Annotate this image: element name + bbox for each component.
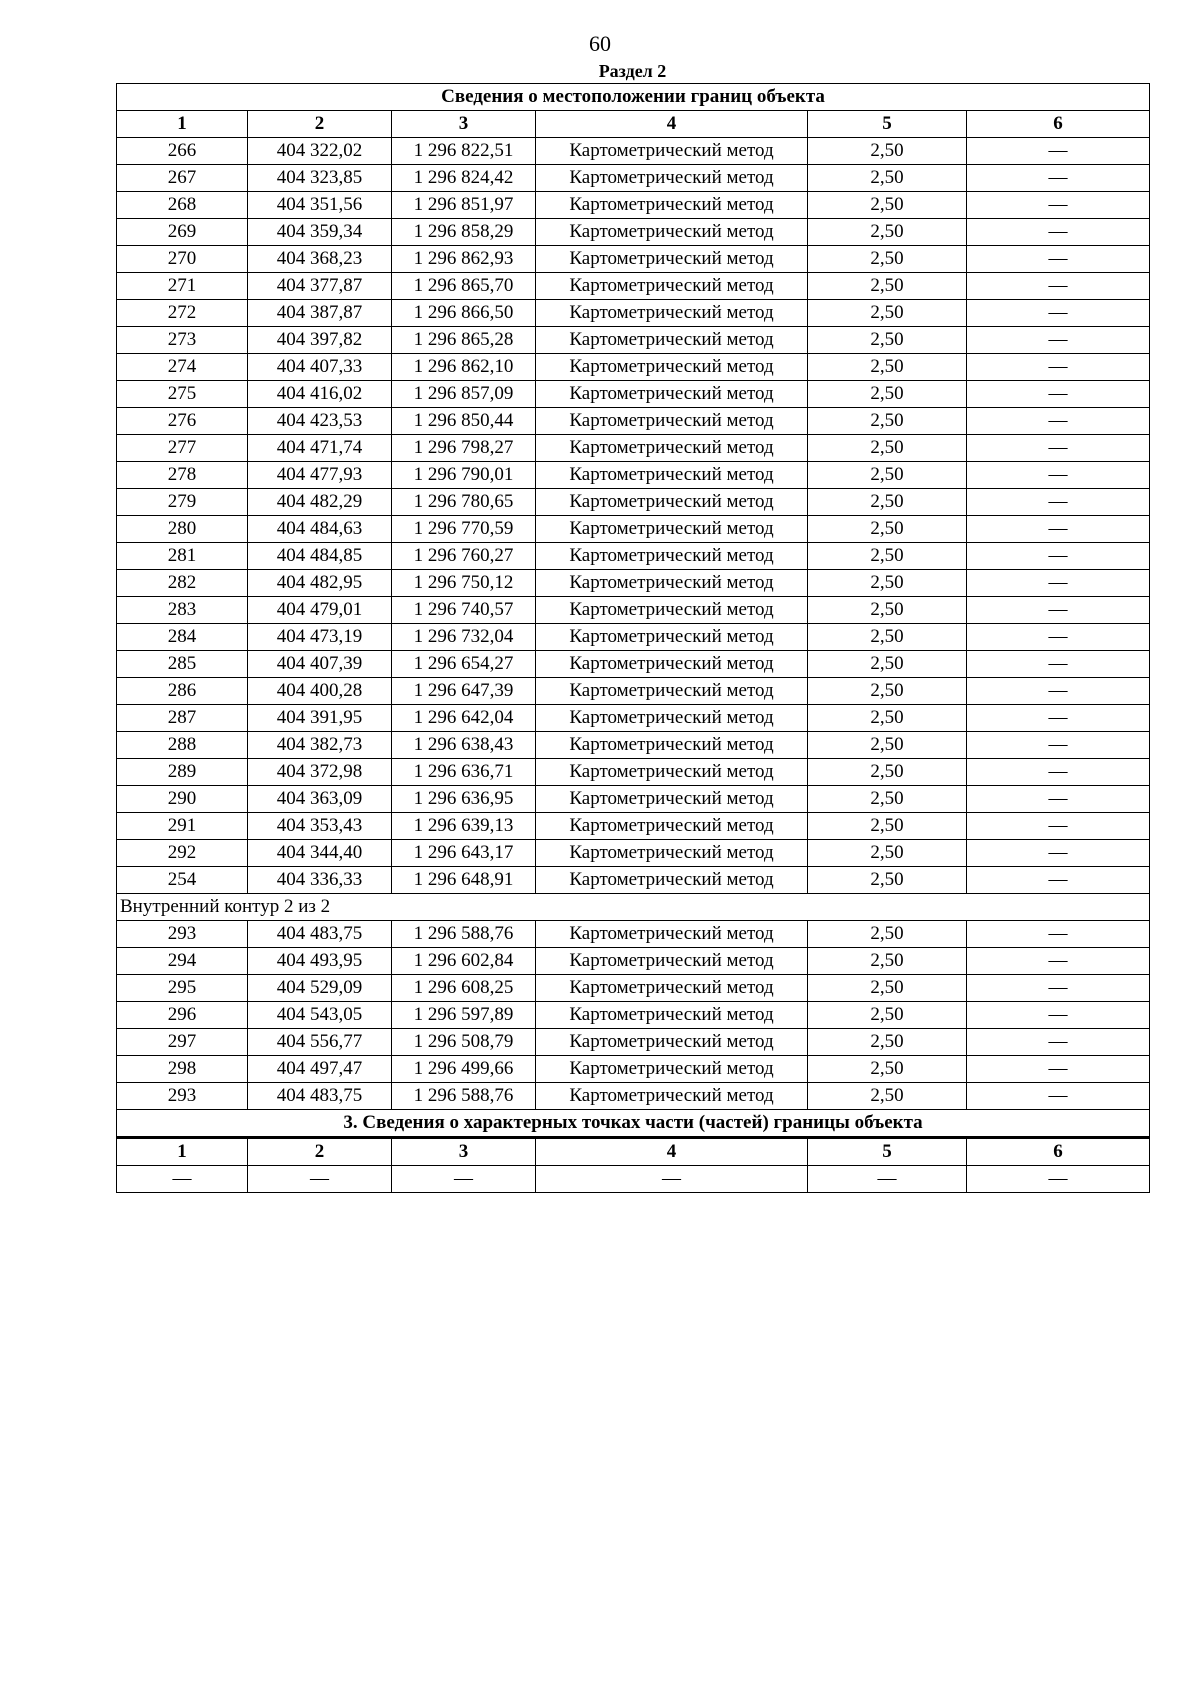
table-cell: 1 296 760,27 <box>392 543 536 570</box>
table-cell: 273 <box>117 327 248 354</box>
table-cell: — <box>392 1166 536 1193</box>
table-cell: 404 368,23 <box>248 246 392 273</box>
table-cell: 269 <box>117 219 248 246</box>
table-cell: Картометрический метод <box>536 516 808 543</box>
table-cell: 274 <box>117 354 248 381</box>
table-cell: — <box>967 597 1150 624</box>
table-row <box>117 354 1150 381</box>
column-header: 5 <box>808 1138 967 1166</box>
table-cell: — <box>967 219 1150 246</box>
table-cell: 404 400,28 <box>248 678 392 705</box>
table-cell: 1 296 770,59 <box>392 516 536 543</box>
table-cell: 2,50 <box>808 354 967 381</box>
table-row <box>117 1166 1150 1193</box>
table-cell: 2,50 <box>808 786 967 813</box>
table-cell: — <box>967 1029 1150 1056</box>
table-cell: 281 <box>117 543 248 570</box>
table-cell: 404 351,56 <box>248 192 392 219</box>
table-cell: Картометрический метод <box>536 1002 808 1029</box>
table-cell: Картометрический метод <box>536 1056 808 1083</box>
table-cell: Картометрический метод <box>536 732 808 759</box>
table-cell: 2,50 <box>808 597 967 624</box>
table-cell: 404 479,01 <box>248 597 392 624</box>
table-cell: 270 <box>117 246 248 273</box>
table-cell: 289 <box>117 759 248 786</box>
table-row <box>117 570 1150 597</box>
table-cell: 1 296 862,10 <box>392 354 536 381</box>
table-cell: — <box>967 1002 1150 1029</box>
table-row <box>117 1002 1150 1029</box>
table-cell: 404 471,74 <box>248 435 392 462</box>
table-cell: 1 296 647,39 <box>392 678 536 705</box>
table-cell: Картометрический метод <box>536 624 808 651</box>
table-cell: 296 <box>117 1002 248 1029</box>
table-cell: 404 482,29 <box>248 489 392 516</box>
table-cell: — <box>967 705 1150 732</box>
table-cell: — <box>967 165 1150 192</box>
table-cell: 1 296 642,04 <box>392 705 536 732</box>
table-cell: Картометрический метод <box>536 705 808 732</box>
table-row <box>117 732 1150 759</box>
table-cell: 404 387,87 <box>248 300 392 327</box>
table-cell: 254 <box>117 867 248 894</box>
table-cell: — <box>808 1166 967 1193</box>
table-cell: — <box>967 543 1150 570</box>
table-row <box>117 786 1150 813</box>
table-cell: 404 407,39 <box>248 651 392 678</box>
section-title: Раздел 2 <box>598 61 667 81</box>
table-cell: 1 296 824,42 <box>392 165 536 192</box>
table-cell: 2,50 <box>808 1029 967 1056</box>
table-row <box>117 651 1150 678</box>
table-cell: Картометрический метод <box>536 246 808 273</box>
table-cell: — <box>967 813 1150 840</box>
table-cell: 295 <box>117 975 248 1002</box>
table-cell: — <box>967 516 1150 543</box>
table-cell: 2,50 <box>808 1002 967 1029</box>
table-cell: 404 484,85 <box>248 543 392 570</box>
table-cell: — <box>967 381 1150 408</box>
table-header-row <box>117 111 1150 138</box>
table-cell: — <box>967 192 1150 219</box>
table-cell: Картометрический метод <box>536 597 808 624</box>
table-cell: Картометрический метод <box>536 651 808 678</box>
section3-title: 3. Сведения о характерных точках части (частей) границы объекта <box>117 1110 1150 1138</box>
table-cell: 271 <box>117 273 248 300</box>
table-cell: — <box>967 489 1150 516</box>
column-header: 6 <box>967 1138 1150 1166</box>
table-cell: — <box>967 948 1150 975</box>
table-cell: 404 484,63 <box>248 516 392 543</box>
column-header: 2 <box>248 111 392 138</box>
table-cell: 404 363,09 <box>248 786 392 813</box>
table-row <box>117 705 1150 732</box>
table-cell: 1 296 865,70 <box>392 273 536 300</box>
boundary-table-body <box>117 84 1150 1193</box>
table-cell: 2,50 <box>808 516 967 543</box>
contour-row <box>117 894 1150 921</box>
table-cell: 404 322,02 <box>248 138 392 165</box>
table-cell: 2,50 <box>808 462 967 489</box>
table-cell: Картометрический метод <box>536 138 808 165</box>
table-row <box>117 381 1150 408</box>
table-cell: 278 <box>117 462 248 489</box>
table-cell: — <box>967 1083 1150 1110</box>
table-cell: 1 296 588,76 <box>392 921 536 948</box>
table-cell: — <box>967 624 1150 651</box>
table-cell: 2,50 <box>808 165 967 192</box>
table-cell: — <box>967 1166 1150 1193</box>
table-cell: 2,50 <box>808 867 967 894</box>
table-cell: — <box>967 327 1150 354</box>
table-cell: 2,50 <box>808 948 967 975</box>
table-cell: Картометрический метод <box>536 381 808 408</box>
table-cell: 404 423,53 <box>248 408 392 435</box>
table-row <box>117 867 1150 894</box>
table-cell: Картометрический метод <box>536 489 808 516</box>
table-cell: 1 296 508,79 <box>392 1029 536 1056</box>
table-cell: — <box>967 462 1150 489</box>
table-cell: 404 473,19 <box>248 624 392 651</box>
table-cell: 285 <box>117 651 248 678</box>
table-cell: 1 296 750,12 <box>392 570 536 597</box>
table-cell: 292 <box>117 840 248 867</box>
table-cell: 2,50 <box>808 624 967 651</box>
table-cell: 2,50 <box>808 381 967 408</box>
table-cell: 404 397,82 <box>248 327 392 354</box>
table-cell: 275 <box>117 381 248 408</box>
table-cell: Картометрический метод <box>536 435 808 462</box>
table-cell: Картометрический метод <box>536 813 808 840</box>
table-row <box>117 597 1150 624</box>
table-row <box>117 1083 1150 1110</box>
table-row <box>117 300 1150 327</box>
table-cell: 404 344,40 <box>248 840 392 867</box>
table-cell: 1 296 790,01 <box>392 462 536 489</box>
table-cell: 404 382,73 <box>248 732 392 759</box>
table-cell: 2,50 <box>808 219 967 246</box>
table-cell: 276 <box>117 408 248 435</box>
table-cell: — <box>248 1166 392 1193</box>
table-row <box>117 1056 1150 1083</box>
table-cell: 1 296 866,50 <box>392 300 536 327</box>
table-cell: 404 556,77 <box>248 1029 392 1056</box>
table-cell: Картометрический метод <box>536 219 808 246</box>
table-cell: 1 296 588,76 <box>392 1083 536 1110</box>
contour-label: Внутренний контур 2 из 2 <box>117 894 1150 921</box>
table-cell: Картометрический метод <box>536 273 808 300</box>
table-cell: — <box>967 408 1150 435</box>
table-cell: 2,50 <box>808 138 967 165</box>
table-cell: Картометрический метод <box>536 408 808 435</box>
table-cell: — <box>967 732 1150 759</box>
table-cell: 267 <box>117 165 248 192</box>
table-cell: Картометрический метод <box>536 921 808 948</box>
table-cell: 1 296 740,57 <box>392 597 536 624</box>
table-row <box>117 462 1150 489</box>
column-header: 1 <box>117 111 248 138</box>
table-cell: 283 <box>117 597 248 624</box>
table-cell: Картометрический метод <box>536 786 808 813</box>
table-cell: — <box>117 1166 248 1193</box>
table-cell: 1 296 865,28 <box>392 327 536 354</box>
table-cell: 404 529,09 <box>248 975 392 1002</box>
table-row <box>117 840 1150 867</box>
table-cell: — <box>967 570 1150 597</box>
table-row <box>117 489 1150 516</box>
table-row <box>117 408 1150 435</box>
table-cell: 298 <box>117 1056 248 1083</box>
column-header: 6 <box>967 111 1150 138</box>
table-cell: 404 372,98 <box>248 759 392 786</box>
table-row <box>117 921 1150 948</box>
boundary-table <box>116 83 1150 1193</box>
table-cell: Картометрический метод <box>536 570 808 597</box>
table-cell: 404 482,95 <box>248 570 392 597</box>
table-cell: Картометрический метод <box>536 948 808 975</box>
table-cell: 404 359,34 <box>248 219 392 246</box>
table-cell: 1 296 597,89 <box>392 1002 536 1029</box>
table-cell: Картометрический метод <box>536 462 808 489</box>
table-cell: 288 <box>117 732 248 759</box>
table-cell: 404 377,87 <box>248 273 392 300</box>
column-header: 3 <box>392 1138 536 1166</box>
table-cell: — <box>967 138 1150 165</box>
table-row <box>117 327 1150 354</box>
table-cell: 404 407,33 <box>248 354 392 381</box>
table-cell: Картометрический метод <box>536 165 808 192</box>
table-row <box>117 246 1150 273</box>
table-row <box>117 516 1150 543</box>
table-cell: Картометрический метод <box>536 840 808 867</box>
table-row <box>117 192 1150 219</box>
table-cell: 1 296 648,91 <box>392 867 536 894</box>
table-cell: 2,50 <box>808 543 967 570</box>
table-cell: Картометрический метод <box>536 975 808 1002</box>
table-caption: Сведения о местоположении границ объекта <box>117 84 1150 111</box>
table-cell: — <box>967 246 1150 273</box>
table-cell: 268 <box>117 192 248 219</box>
table-row <box>117 165 1150 192</box>
section3-header-row <box>117 1138 1150 1166</box>
table-cell: 1 296 850,44 <box>392 408 536 435</box>
table-row <box>117 813 1150 840</box>
table-cell: Картометрический метод <box>536 327 808 354</box>
table-cell: 404 391,95 <box>248 705 392 732</box>
table-cell: — <box>536 1166 808 1193</box>
table-cell: 280 <box>117 516 248 543</box>
table-cell: 2,50 <box>808 651 967 678</box>
table-cell: 1 296 858,29 <box>392 219 536 246</box>
table-row <box>117 138 1150 165</box>
table-cell: 1 296 862,93 <box>392 246 536 273</box>
table-row <box>117 678 1150 705</box>
table-row <box>117 624 1150 651</box>
table-cell: 404 483,75 <box>248 921 392 948</box>
table-row <box>117 975 1150 1002</box>
table-row <box>117 948 1150 975</box>
column-header: 5 <box>808 111 967 138</box>
table-cell: 2,50 <box>808 921 967 948</box>
table-row <box>117 435 1150 462</box>
table-cell: 1 296 857,09 <box>392 381 536 408</box>
table-cell: 297 <box>117 1029 248 1056</box>
table-cell: — <box>967 867 1150 894</box>
table-cell: 2,50 <box>808 408 967 435</box>
table-cell: 1 296 639,13 <box>392 813 536 840</box>
table-cell: — <box>967 678 1150 705</box>
table-caption-row <box>117 84 1150 111</box>
table-cell: — <box>967 354 1150 381</box>
table-cell: 404 493,95 <box>248 948 392 975</box>
table-cell: 1 296 732,04 <box>392 624 536 651</box>
table-row <box>117 273 1150 300</box>
table-cell: 1 296 780,65 <box>392 489 536 516</box>
table-cell: 1 296 643,17 <box>392 840 536 867</box>
table-cell: Картометрический метод <box>536 543 808 570</box>
table-cell: 404 483,75 <box>248 1083 392 1110</box>
table-cell: 1 296 636,71 <box>392 759 536 786</box>
table-cell: Картометрический метод <box>536 192 808 219</box>
table-row <box>117 1029 1150 1056</box>
table-cell: 291 <box>117 813 248 840</box>
table-cell: 266 <box>117 138 248 165</box>
table-cell: Картометрический метод <box>536 300 808 327</box>
column-header: 2 <box>248 1138 392 1166</box>
table-row <box>117 219 1150 246</box>
table-cell: 404 353,43 <box>248 813 392 840</box>
table-cell: 293 <box>117 1083 248 1110</box>
table-cell: — <box>967 759 1150 786</box>
table-cell: 272 <box>117 300 248 327</box>
table-cell: — <box>967 300 1150 327</box>
table-cell: 404 416,02 <box>248 381 392 408</box>
column-header: 1 <box>117 1138 248 1166</box>
table-cell: 404 323,85 <box>248 165 392 192</box>
table-cell: 2,50 <box>808 975 967 1002</box>
table-cell: — <box>967 273 1150 300</box>
page-number: 60 <box>589 31 611 56</box>
table-cell: — <box>967 1056 1150 1083</box>
table-cell: Картометрический метод <box>536 759 808 786</box>
table-cell: 2,50 <box>808 678 967 705</box>
table-cell: 2,50 <box>808 327 967 354</box>
table-cell: 294 <box>117 948 248 975</box>
table-cell: 1 296 602,84 <box>392 948 536 975</box>
table-cell: 1 296 798,27 <box>392 435 536 462</box>
table-cell: 2,50 <box>808 246 967 273</box>
table-cell: 404 497,47 <box>248 1056 392 1083</box>
table-cell: — <box>967 435 1150 462</box>
table-cell: Картометрический метод <box>536 678 808 705</box>
section3-title-row <box>117 1110 1150 1138</box>
table-row <box>117 759 1150 786</box>
table-cell: 2,50 <box>808 570 967 597</box>
table-cell: — <box>967 975 1150 1002</box>
table-cell: 404 336,33 <box>248 867 392 894</box>
table-cell: 404 477,93 <box>248 462 392 489</box>
table-cell: 2,50 <box>808 1083 967 1110</box>
table-cell: 2,50 <box>808 435 967 462</box>
column-header: 4 <box>536 111 808 138</box>
table-cell: 2,50 <box>808 732 967 759</box>
table-cell: 282 <box>117 570 248 597</box>
table-cell: Картометрический метод <box>536 1029 808 1056</box>
table-cell: 2,50 <box>808 300 967 327</box>
table-cell: 2,50 <box>808 813 967 840</box>
table-cell: — <box>967 921 1150 948</box>
table-cell: 293 <box>117 921 248 948</box>
table-cell: 2,50 <box>808 840 967 867</box>
table-cell: 284 <box>117 624 248 651</box>
table-cell: 1 296 822,51 <box>392 138 536 165</box>
table-cell: 1 296 608,25 <box>392 975 536 1002</box>
table-cell: Картометрический метод <box>536 1083 808 1110</box>
table-cell: — <box>967 840 1150 867</box>
table-cell: 277 <box>117 435 248 462</box>
table-cell: 287 <box>117 705 248 732</box>
table-row <box>117 543 1150 570</box>
table-cell: 2,50 <box>808 489 967 516</box>
column-header: 4 <box>536 1138 808 1166</box>
table-cell: 1 296 851,97 <box>392 192 536 219</box>
table-cell: 1 296 499,66 <box>392 1056 536 1083</box>
table-cell: 404 543,05 <box>248 1002 392 1029</box>
table-cell: 2,50 <box>808 705 967 732</box>
table-cell: 290 <box>117 786 248 813</box>
table-cell: Картометрический метод <box>536 867 808 894</box>
table-cell: — <box>967 786 1150 813</box>
table-cell: 2,50 <box>808 759 967 786</box>
table-cell: 1 296 654,27 <box>392 651 536 678</box>
table-cell: 286 <box>117 678 248 705</box>
table-cell: — <box>967 651 1150 678</box>
table-cell: 2,50 <box>808 273 967 300</box>
table-cell: 279 <box>117 489 248 516</box>
table-cell: 1 296 638,43 <box>392 732 536 759</box>
table-cell: 2,50 <box>808 192 967 219</box>
table-cell: Картометрический метод <box>536 354 808 381</box>
table-cell: 1 296 636,95 <box>392 786 536 813</box>
table-cell: 2,50 <box>808 1056 967 1083</box>
column-header: 3 <box>392 111 536 138</box>
